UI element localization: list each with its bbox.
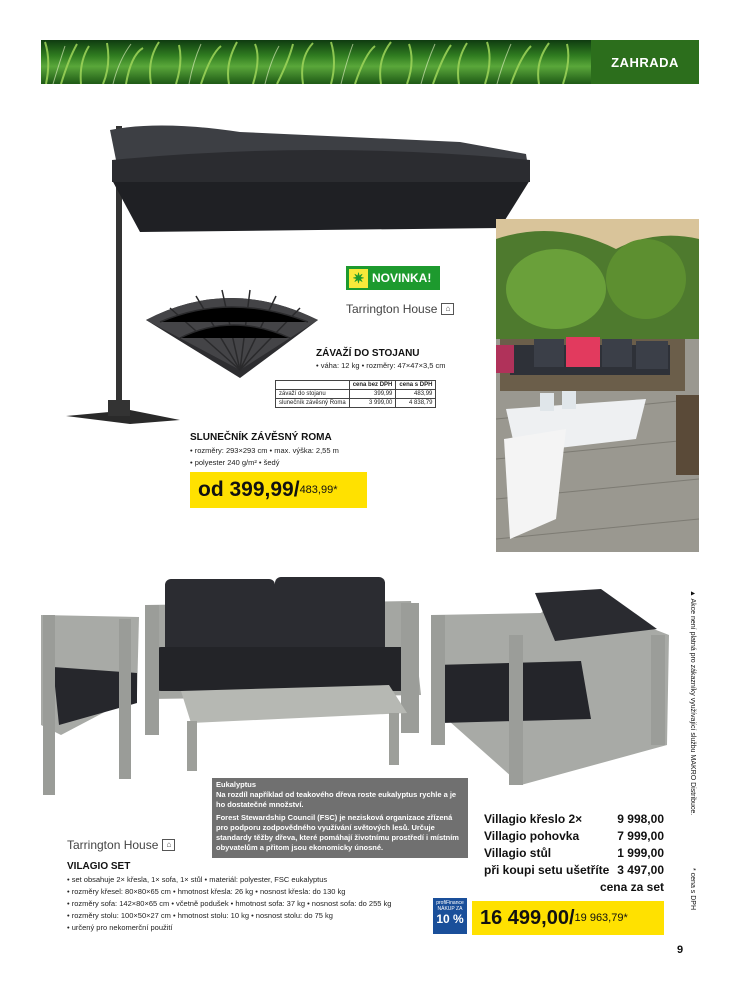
umbrella-spec-1: • rozměry: 293×293 cm • max. výška: 2,55 m: [190, 446, 339, 455]
set-price-caption: cena za set: [599, 880, 664, 894]
set-spec: • rozměry sofa: 142×80×65 cm • včetně podušek • hmotnost sofa: 37 kg • nosnost sofa: do 255 kg: [67, 899, 392, 908]
price-row-label: při koupi setu ušetříte: [484, 863, 610, 877]
price-row-value: 7 999,00: [617, 829, 664, 843]
price-row-value: 3 497,00: [617, 863, 664, 877]
eukalyptus-text-2: Forest Stewardship Council (FSC) je nezisková organizace zřízená pro podporu zodpovědného využívání světových lesů. Určuje standardy těžby dřeva, které pomáhají životnímu prostředí i místním obyvatelům a přitom jsou ekonomicky únosné.: [216, 813, 459, 852]
table-cell: 399,99: [349, 390, 396, 399]
brand-label: Tarrington House: [67, 838, 159, 852]
umbrella-price-vat: 483,99*: [299, 484, 338, 496]
umbrella-price-main: od 399,99/: [198, 478, 300, 501]
set-price-main: 16 499,00/: [480, 906, 575, 929]
price-row-label: Villagio pohovka: [484, 829, 580, 843]
price-row-value: 1 999,00: [617, 846, 664, 860]
profi-label: NÁKUP ZA: [437, 906, 463, 912]
set-spec: • určený pro nekomerční použití: [67, 923, 173, 932]
weight-title: ZÁVAŽÍ DO STOJANU: [316, 348, 420, 359]
table-cell: slunečník závěsný Roma: [276, 399, 350, 408]
eukalyptus-info-box: [212, 778, 468, 858]
eukalyptus-text-1: Eukalyptus Na rozdíl například od teakového dřeva roste eukalyptus rychle a je ho dostatečné množství.: [216, 780, 457, 809]
table-cell: závaží do stojanu: [276, 390, 350, 399]
set-price-list: [484, 811, 664, 896]
brand-tarrington-bottom: [67, 838, 175, 852]
vilagio-set-image: [41, 575, 681, 805]
base-weight-image: [140, 282, 322, 382]
brand-tarrington-top: [346, 302, 454, 316]
table-cell: 483,99: [396, 390, 436, 399]
side-vat-note: [682, 868, 698, 938]
weight-specs: • váha: 12 kg • rozměry: 47×47×3,5 cm: [316, 361, 446, 370]
table-header: cena bez DPH: [349, 381, 396, 390]
price-row: [484, 845, 664, 862]
price-row-value: 9 998,00: [617, 812, 664, 826]
star-icon: ✷: [349, 269, 368, 288]
set-spec: • rozměry stolu: 100×50×27 cm • hmotnost stolu: 10 kg • nosnost stolu: do 75 kg: [67, 911, 333, 920]
table-row: [276, 390, 436, 399]
price-table: [275, 380, 436, 408]
profi-finance-badge: [433, 898, 467, 934]
brand-label: Tarrington House: [346, 302, 438, 316]
price-row: [484, 828, 664, 845]
set-price: [472, 901, 664, 935]
umbrella-spec-2: • polyester 240 g/m² • šedý: [190, 458, 280, 467]
home-icon: ⌂: [162, 839, 175, 851]
price-row: [484, 862, 664, 879]
umbrella-price: [190, 472, 367, 508]
table-header-row: [276, 381, 436, 390]
set-specs: [67, 874, 391, 934]
price-row-label: Villagio stůl: [484, 846, 552, 860]
grass-illustration: [41, 40, 591, 84]
table-header: cena s DPH: [396, 381, 436, 390]
table-cell: 3 999,00: [349, 399, 396, 408]
set-spec: • set obsahuje 2× křesla, 1× sofa, 1× stůl • materiál: polyester, FSC eukalyptus: [67, 875, 328, 884]
page-number: 9: [677, 944, 684, 956]
table-header: [276, 381, 350, 390]
side-vat-text: * cena s DPH: [689, 868, 696, 911]
set-title: VILAGIO SET: [67, 861, 131, 872]
table-cell: 4 838,79: [396, 399, 436, 408]
profi-brand: profiFinance: [436, 900, 464, 906]
price-row: [484, 811, 664, 828]
set-price-vat: 19 963,79*: [574, 912, 628, 924]
new-badge: [346, 266, 440, 290]
side-note-text: ▲ Akce není platná pro zákazníky využívající službu MAKRO Distribuce.: [689, 590, 696, 816]
new-badge-label: NOVINKA!: [372, 271, 432, 285]
table-row: [276, 399, 436, 408]
patio-photo: [496, 219, 699, 552]
umbrella-title: SLUNEČNÍK ZÁVĚSNÝ ROMA: [190, 432, 332, 443]
home-icon: ⌂: [441, 303, 454, 315]
section-title: ZAHRADA: [591, 40, 699, 84]
price-row-label: Villagio křeslo 2×: [484, 812, 583, 826]
profi-percent: 10 %: [436, 912, 464, 926]
set-spec: • rozměry křesel: 80×80×65 cm • hmotnost křesla: 26 kg • nosnost křesla: do 130 kg: [67, 887, 346, 896]
header-banner: [41, 40, 699, 84]
